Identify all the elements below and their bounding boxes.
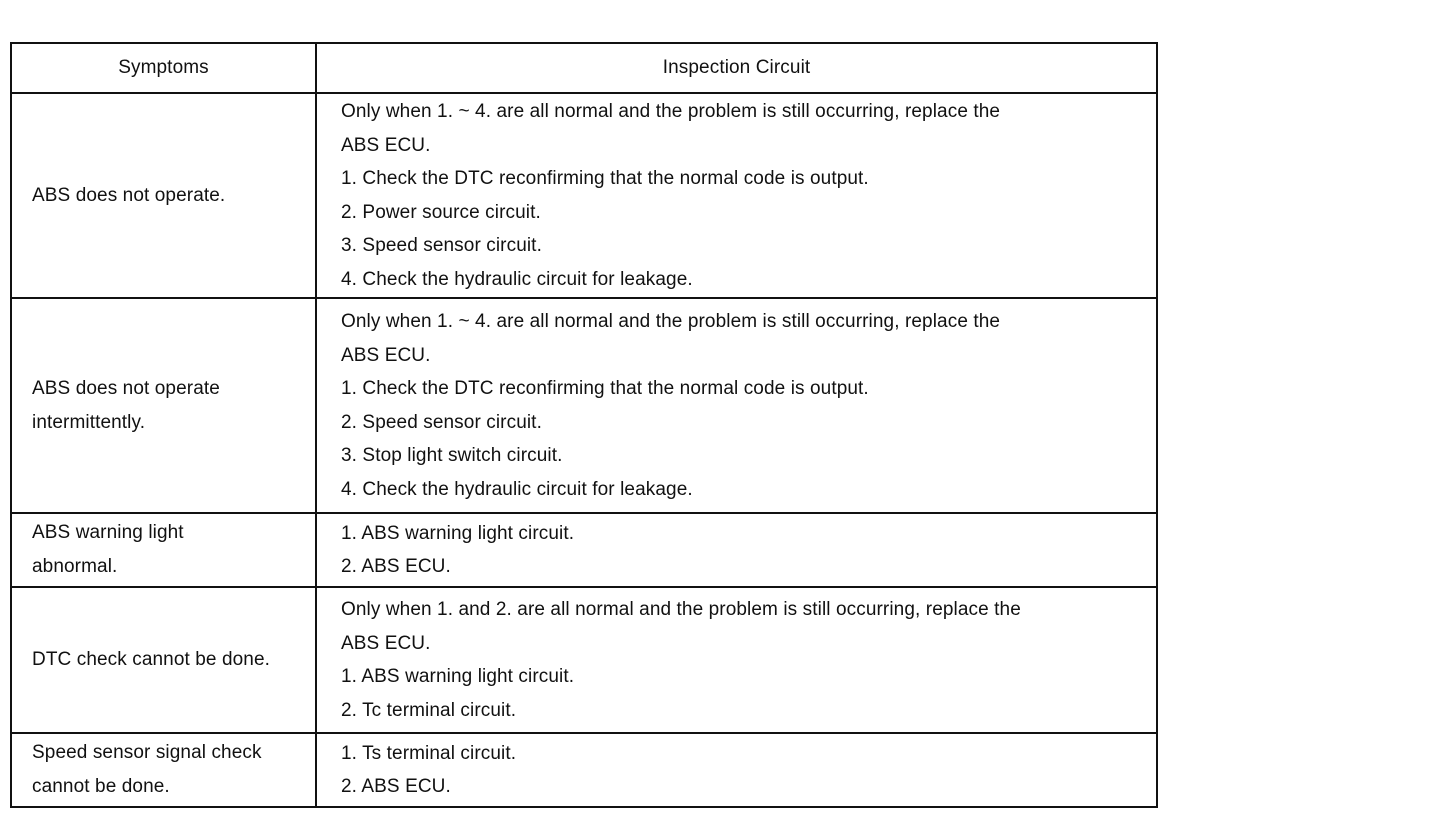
inspection-line: 2. Tc terminal circuit. [341, 699, 517, 721]
symptom-cell [11, 733, 316, 807]
inspection-line: 4. Check the hydraulic circuit for leakage. [341, 478, 693, 500]
inspection-line: Only when 1. ~ 4. are all normal and the problem is still occurring, replace the [341, 101, 1001, 122]
table-row [11, 587, 1157, 733]
table-row [11, 93, 1157, 298]
inspection-column-header: Inspection Circuit [316, 43, 1157, 93]
table-row [11, 298, 1157, 513]
inspection-line: ABS ECU. [341, 134, 431, 156]
symptom-text: cannot be done. [32, 776, 170, 797]
inspection-cell [316, 513, 1157, 587]
table-row [11, 733, 1157, 807]
symptom-text: ABS warning light [32, 522, 184, 543]
symptom-text: ABS does not operate. [32, 184, 226, 206]
symptom-cell [11, 587, 316, 733]
inspection-line: 2. Speed sensor circuit. [341, 411, 542, 433]
inspection-cell [316, 93, 1157, 298]
table-header-row [11, 43, 1157, 93]
inspection-line: 4. Check the hydraulic circuit for leakage. [341, 268, 693, 290]
symptom-text: abnormal. [32, 556, 118, 577]
symptom-text: Speed sensor signal check [32, 742, 262, 763]
inspection-line: 1. Check the DTC reconfirming that the normal code is output. [341, 378, 869, 399]
inspection-cell [316, 587, 1157, 733]
inspection-cell [316, 298, 1157, 513]
inspection-line: 1. ABS warning light circuit. [341, 666, 575, 687]
inspection-cell [316, 733, 1157, 807]
symptom-inspection-table [10, 42, 1158, 808]
inspection-line: ABS ECU. [341, 344, 431, 366]
symptom-text: DTC check cannot be done. [32, 649, 271, 670]
symptom-text: ABS does not operate [32, 377, 220, 399]
inspection-line: 1. Check the DTC reconfirming that the normal code is output. [341, 168, 869, 189]
symptom-cell [11, 93, 316, 298]
symptom-cell [11, 513, 316, 587]
symptom-text: intermittently. [32, 411, 146, 433]
inspection-line: 2. ABS ECU. [341, 776, 451, 797]
inspection-line: 1. Ts terminal circuit. [341, 742, 517, 764]
inspection-line: 2. Power source circuit. [341, 201, 541, 223]
inspection-line: Only when 1. and 2. are all normal and the problem is still occurring, replace the [341, 599, 1021, 620]
table-row [11, 513, 1157, 587]
inspection-line: Only when 1. ~ 4. are all normal and the problem is still occurring, replace the [341, 311, 1001, 332]
inspection-line: ABS ECU. [341, 632, 431, 654]
inspection-line: 1. ABS warning light circuit. [341, 522, 575, 544]
inspection-line: 3. Stop light switch circuit. [341, 445, 563, 466]
symptom-cell [11, 298, 316, 513]
symptoms-column-header: Symptoms [11, 43, 316, 93]
inspection-line: 2. ABS ECU. [341, 556, 451, 577]
inspection-table-sheet [10, 42, 1156, 808]
inspection-line: 3. Speed sensor circuit. [341, 235, 542, 256]
